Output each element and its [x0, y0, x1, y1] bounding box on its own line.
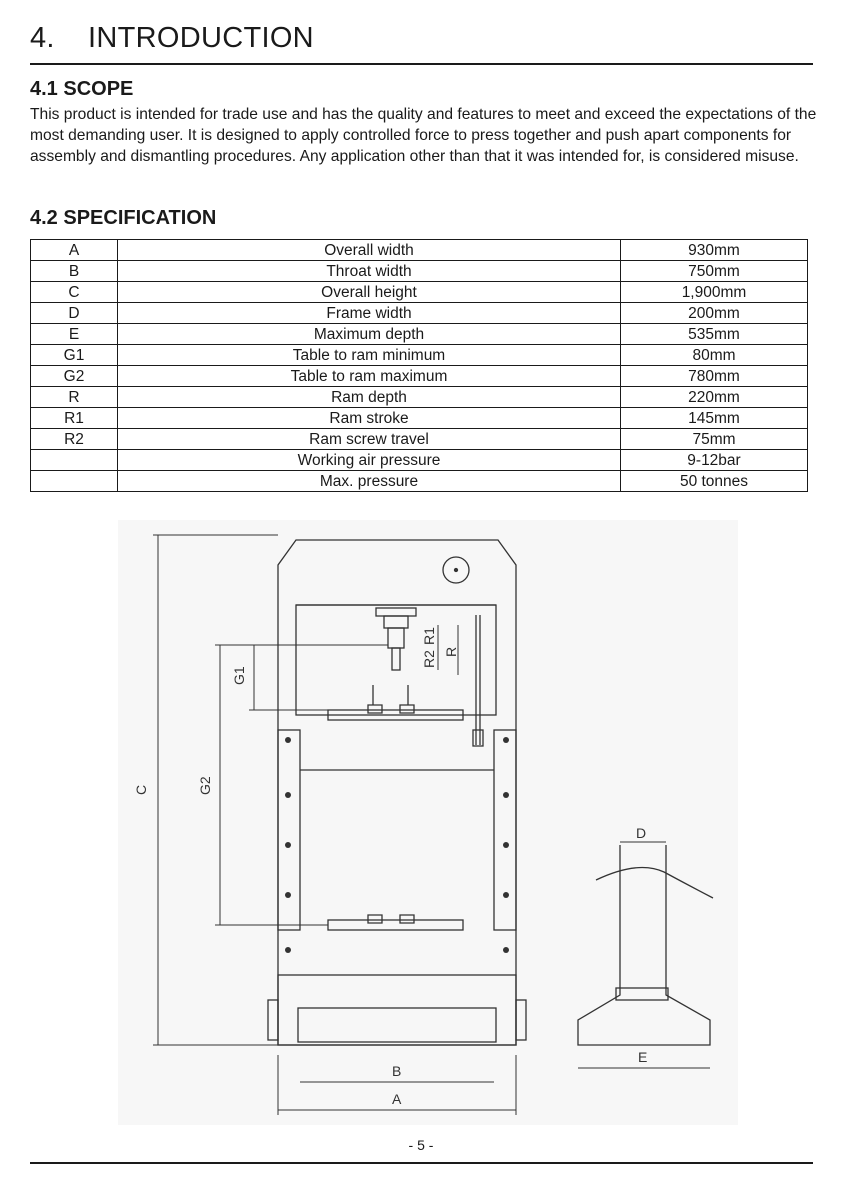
spec-label-cell: Overall height — [118, 282, 621, 303]
spec-value-cell: 75mm — [621, 429, 808, 450]
scope-heading: 4.1 SCOPE — [30, 78, 134, 100]
spec-value-cell: 780mm — [621, 366, 808, 387]
spec-value-cell: 9-12bar — [621, 450, 808, 471]
spec-label-cell: Frame width — [118, 303, 621, 324]
spec-label-cell: Working air pressure — [118, 450, 621, 471]
spec-ref-cell: B — [31, 261, 118, 282]
spec-row — [31, 324, 808, 345]
spec-value-cell: 750mm — [621, 261, 808, 282]
spec-ref-cell: E — [31, 324, 118, 345]
spec-row — [31, 345, 808, 366]
page-number: - 5 - — [408, 1137, 434, 1153]
dim-label-r2: R2 — [421, 650, 437, 668]
spec-value-cell: 200mm — [621, 303, 808, 324]
spec-ref-cell — [31, 471, 118, 492]
spec-row — [31, 408, 808, 429]
spec-row — [31, 240, 808, 261]
spec-ref-cell: R2 — [31, 429, 118, 450]
spec-label-cell: Overall width — [118, 240, 621, 261]
dim-label-d: D — [636, 825, 647, 841]
dim-label-b: B — [392, 1063, 402, 1079]
spec-label-cell: Max. pressure — [118, 471, 621, 492]
spec-ref-cell: C — [31, 282, 118, 303]
dim-label-c: C — [133, 784, 149, 795]
spec-value-cell: 535mm — [621, 324, 808, 345]
spec-row — [31, 282, 808, 303]
spec-value-cell: 1,900mm — [621, 282, 808, 303]
spec-ref-cell: R — [31, 387, 118, 408]
heading-title: INTRODUCTION — [88, 22, 314, 54]
spec-ref-cell: A — [31, 240, 118, 261]
spec-label-cell: Throat width — [118, 261, 621, 282]
spec-label-cell: Ram depth — [118, 387, 621, 408]
specification-table — [30, 239, 808, 492]
top-rule — [30, 63, 813, 65]
spec-value-cell: 50 tonnes — [621, 471, 808, 492]
spec-row — [31, 429, 808, 450]
dim-label-g2: G2 — [197, 776, 213, 795]
spec-label-cell: Table to ram minimum — [118, 345, 621, 366]
spec-value-cell: 220mm — [621, 387, 808, 408]
spec-ref-cell — [31, 450, 118, 471]
spec-ref-cell: D — [31, 303, 118, 324]
spec-row — [31, 366, 808, 387]
spec-value-cell: 80mm — [621, 345, 808, 366]
page-heading — [30, 22, 314, 55]
heading-number: 4. — [30, 22, 55, 54]
press-base — [278, 975, 516, 1045]
dim-label-r: R — [443, 646, 459, 657]
spec-ref-cell: G1 — [31, 345, 118, 366]
spec-row — [31, 303, 808, 324]
spec-ref-cell: R1 — [31, 408, 118, 429]
spec-value-cell: 930mm — [621, 240, 808, 261]
upper-beam — [296, 605, 496, 715]
dim-label-r1: R1 — [421, 627, 437, 645]
specification-heading: 4.2 SPECIFICATION — [30, 207, 217, 229]
dim-label-g1: G1 — [231, 666, 247, 685]
spec-row — [31, 450, 808, 471]
spec-row — [31, 261, 808, 282]
spec-row — [31, 471, 808, 492]
spec-label-cell: Maximum depth — [118, 324, 621, 345]
dim-label-a: A — [392, 1091, 402, 1107]
bottom-rule — [30, 1162, 813, 1164]
spec-label-cell: Ram stroke — [118, 408, 621, 429]
side-view-outline — [578, 845, 710, 1045]
spec-ref-cell: G2 — [31, 366, 118, 387]
spec-label-cell: Table to ram maximum — [118, 366, 621, 387]
spec-label-cell: Ram screw travel — [118, 429, 621, 450]
scope-text: This product is intended for trade use and has the quality and features to meet and exceed the expectations of the most demanding user. It is designed to apply controlled force to press together and push apart components for assembly and dismantling procedures. Any application other than that it was intended for, is considered misuse. — [30, 106, 817, 165]
dim-label-e: E — [638, 1049, 648, 1065]
lower-table — [328, 920, 463, 930]
press-technical-drawing — [118, 520, 738, 1125]
spec-value-cell: 145mm — [621, 408, 808, 429]
spec-row — [31, 387, 808, 408]
